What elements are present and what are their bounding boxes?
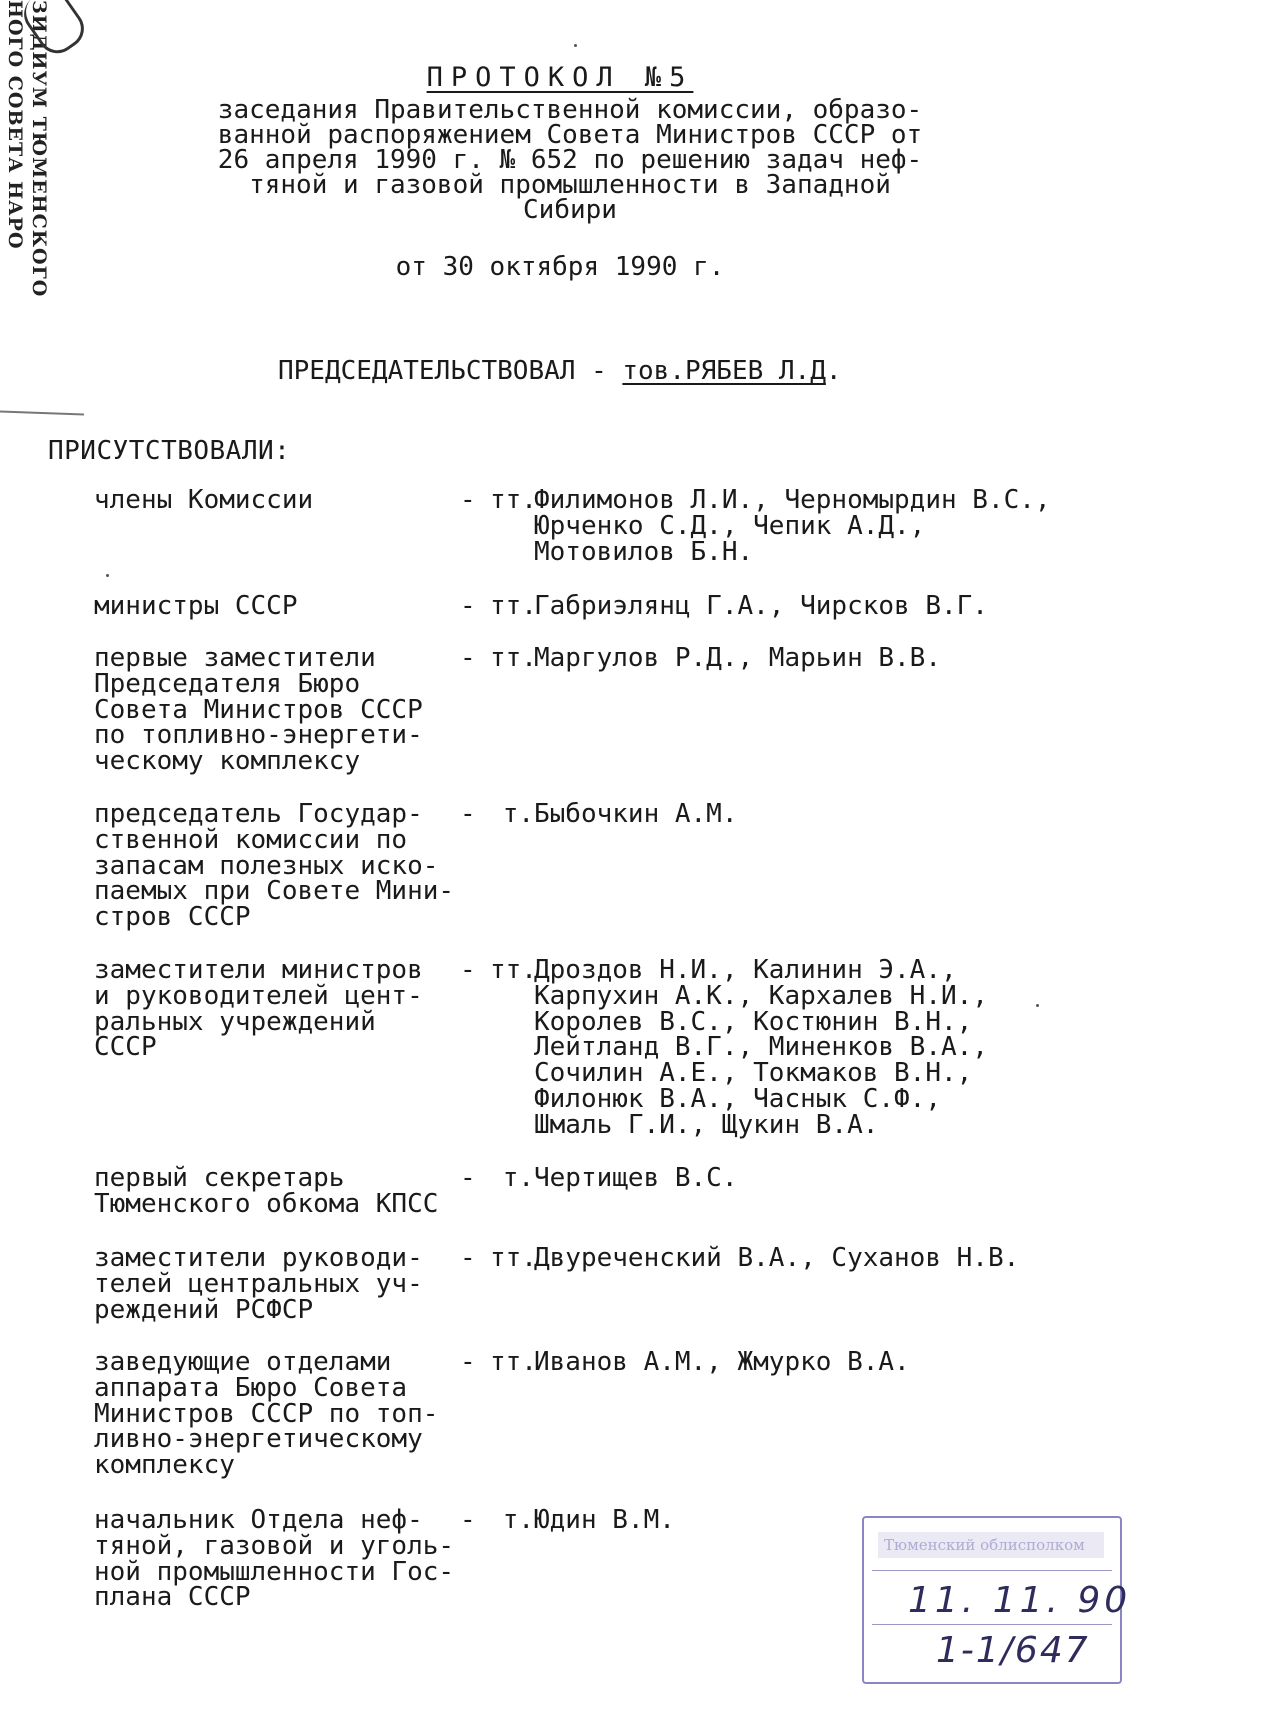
document-subtitle: заседания Правительственной комиссии, образо- ванной распоряжением Совета Министров СССР от 26 апреля 1990 г. № 652 по решению задач неф- тяной и газовой промышленности в Западной Сибири: [217, 95, 923, 225]
document-date: от 30 октября 1990 г.: [395, 252, 725, 282]
attendee-role: начальник Отдела неф- тяной, газовой и уголь- ной промышленности Гос- плана СССР: [94, 1505, 455, 1613]
attendee-names: Иванов А.М., Жмурко В.А.: [534, 1347, 910, 1377]
dash: -: [460, 1505, 476, 1535]
attendee-prefix: тт.: [490, 643, 537, 673]
registration-number: 1-1/647: [936, 1630, 1090, 1671]
attendee-role: члены Комиссии: [94, 485, 314, 515]
divider: [872, 1570, 1112, 1571]
registration-stamp-org: Тюменский облисполком: [878, 1532, 1104, 1558]
attendee-prefix: т.: [502, 799, 534, 829]
attendee-names: Юдин В.М.: [534, 1505, 675, 1535]
attendee-names: Габриэлянц Г.А., Чирсков В.Г.: [534, 591, 988, 621]
dash: -: [460, 1163, 476, 1193]
margin-stamp-line-1: ЗИДИУМ ТЮМЕНСКОГО: [28, 0, 50, 298]
attendee-names: Двуреченский В.А., Суханов Н.В.: [534, 1243, 1020, 1273]
attendee-role: председатель Государ- ственной комиссии по запасам полезных иско- паемых при Совете Мини- стров СССР: [94, 799, 455, 933]
attendee-role: заместители министров и руководителей цент- ральных учреждений СССР: [94, 955, 423, 1063]
document-title: ПРОТОКОЛ №5: [426, 62, 694, 93]
margin-stamp-line-2: НОГО СОВЕТА НАРО: [4, 0, 26, 250]
attendee-prefix: тт.: [490, 591, 537, 621]
attendee-prefix: тт.: [490, 955, 537, 985]
present-heading: ПРИСУТСТВОВАЛИ:: [48, 436, 291, 466]
attendee-names: Филимонов Л.И., Черномырдин В.С., Юрченко С.Д., Чепик А.Д., Мотовилов Б.Н.: [534, 485, 1051, 567]
divider: [872, 1624, 1112, 1625]
attendee-role: министры СССР: [94, 591, 298, 621]
chairman-line: ПРЕДСЕДАТЕЛЬСТВОВАЛ - тов.РЯБЕВ Л.Д.: [278, 356, 842, 386]
attendee-prefix: т.: [502, 1505, 534, 1535]
dash: -: [460, 1347, 476, 1377]
attendee-names: Маргулов Р.Д., Марьин В.В.: [534, 643, 941, 673]
attendee-role: заместители руководи- телей центральных уч- реждений РСФСР: [94, 1243, 423, 1325]
attendee-prefix: тт.: [490, 1347, 537, 1377]
dash: -: [460, 955, 476, 985]
paper-speck: [574, 44, 577, 47]
dash: -: [460, 1243, 476, 1273]
attendee-prefix: тт.: [490, 485, 537, 515]
dash: -: [460, 591, 476, 621]
attendee-names: Быбочкин А.М.: [534, 799, 738, 829]
attendee-role: первый секретарь Тюменского обкома КПСС: [94, 1163, 439, 1219]
chairman-name: тов.РЯБЕВ Л.Д: [622, 356, 826, 386]
attendee-names: Чертищев В.С.: [534, 1163, 738, 1193]
dash: -: [460, 643, 476, 673]
paper-speck: [106, 574, 109, 577]
attendee-prefix: тт.: [490, 1243, 537, 1273]
dash: -: [460, 485, 476, 515]
dash: -: [460, 799, 476, 829]
attendee-role: заведующие отделами аппарата Бюро Совета Министров СССР по топ- ливно-энергетическому комплексу: [94, 1347, 439, 1481]
attendee-role: первые заместители Председателя Бюро Совета Министров СССР по топливно-энергети- ческому комплексу: [94, 643, 423, 777]
margin-mark: [0, 411, 84, 416]
attendee-names: Дроздов Н.И., Калинин Э.А., Карпухин А.К., Кархалев Н.И., Королев В.С., Костюнин В.Н., Лейтланд В.Г., Миненков В.А., Сочилин А.Е., Токмаков В.Н., Филонюк В.А., Часнык С.Ф., Шмаль Г.И., Щукин В.А.: [534, 955, 988, 1140]
attendee-prefix: т.: [502, 1163, 534, 1193]
paper-speck: [1036, 1004, 1039, 1007]
registration-stamp: [862, 1516, 1132, 1684]
registration-date: 11. 11. 90: [908, 1580, 1132, 1621]
chairman-label: ПРЕДСЕДАТЕЛЬСТВОВАЛ -: [278, 356, 623, 386]
